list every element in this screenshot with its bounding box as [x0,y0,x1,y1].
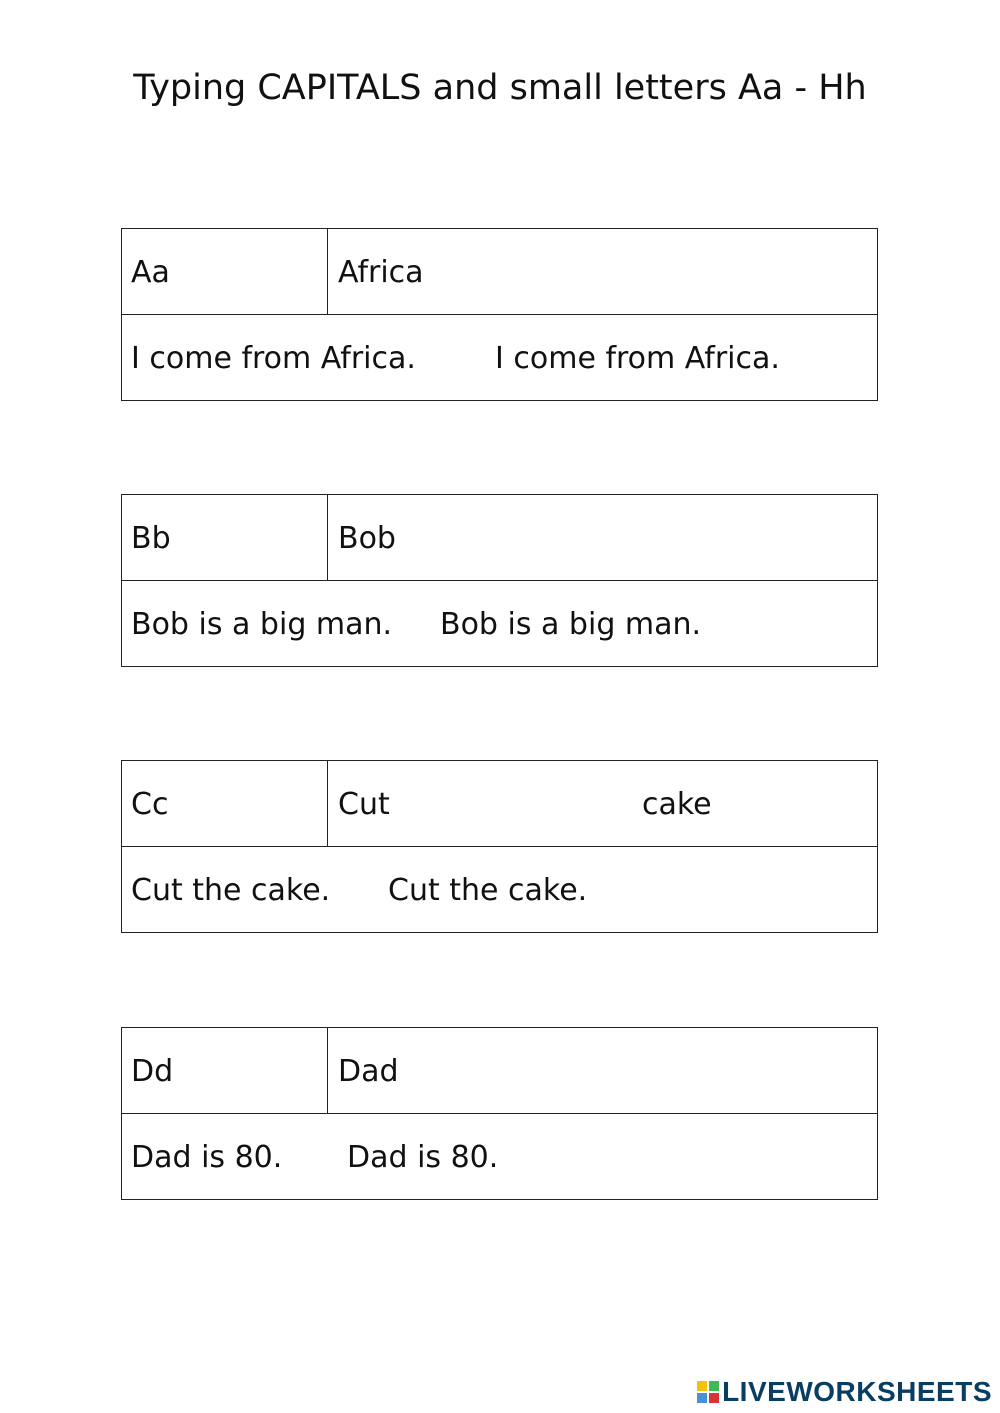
liveworksheets-logo-icon [697,1381,719,1403]
sentence-typed[interactable]: Bob is a big man. [440,607,702,642]
letter-pair: Dd [131,1054,174,1089]
sentence-row [122,847,877,932]
sentence-typed[interactable]: I come from Africa. [495,341,780,376]
key-word: Bob [338,521,396,556]
letter-row [122,1028,877,1114]
letter-card-d [121,1027,878,1200]
letter-cell [122,761,328,846]
sentence-original: Dad is 80. [131,1140,283,1175]
letter-row [122,761,877,847]
sentence-row [122,315,877,400]
key-word: Cut [338,787,390,822]
sentence-typed[interactable]: Cut the cake. [388,873,588,908]
letter-pair: Bb [131,521,171,556]
letter-pair: Aa [131,255,170,290]
sentence-original: Bob is a big man. [131,607,393,642]
letter-cell [122,495,328,580]
letter-card-b [121,494,878,667]
logo-text: LIVEWORKSHEETS [722,1376,992,1407]
letter-row [122,229,877,315]
letter-row [122,495,877,581]
sentence-original: I come from Africa. [131,341,416,376]
key-word: Dad [338,1054,399,1089]
liveworksheets-logo[interactable] [697,1377,992,1407]
letter-pair: Cc [131,787,169,822]
letter-cell [122,229,328,314]
letter-card-a [121,228,878,401]
sentence-row [122,581,877,666]
letter-card-c [121,760,878,933]
key-word: Africa [338,255,424,290]
sentence-typed[interactable]: Dad is 80. [347,1140,499,1175]
key-word-second: cake [642,787,712,822]
sentence-row [122,1114,877,1199]
page-title: Typing CAPITALS and small letters Aa - Hh [133,68,867,108]
letter-cell [122,1028,328,1113]
sentence-original: Cut the cake. [131,873,331,908]
